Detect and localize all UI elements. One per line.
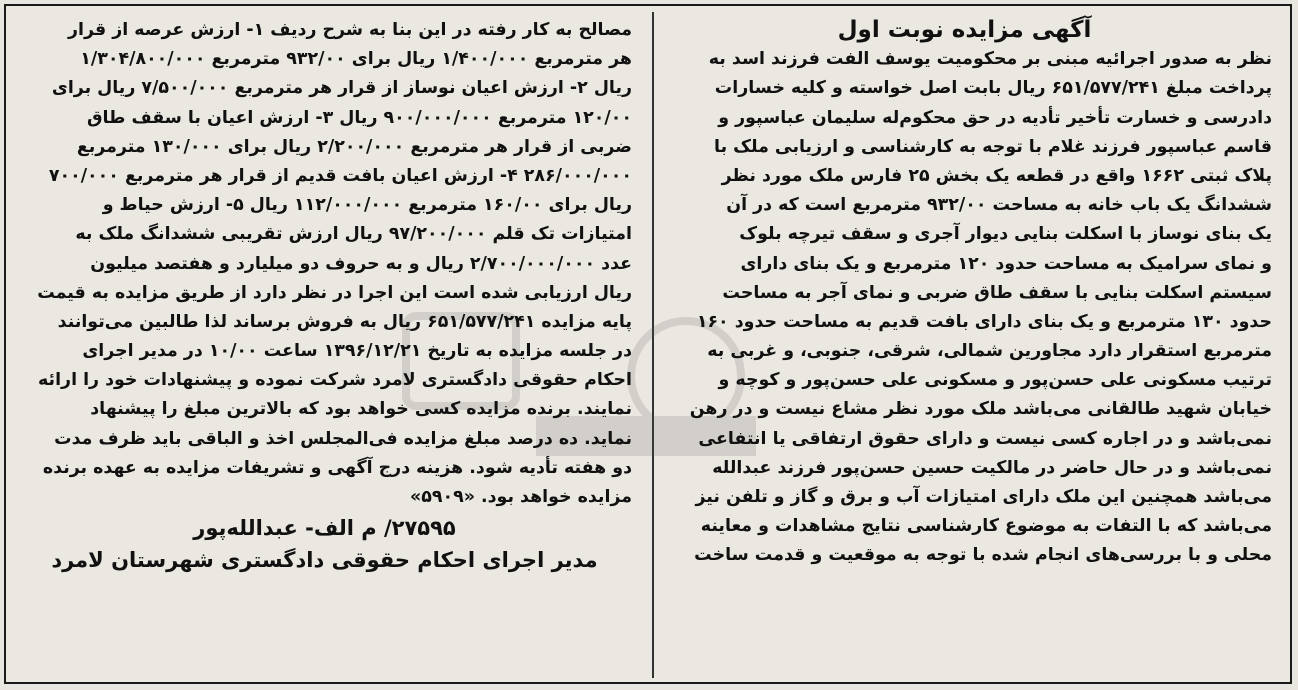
- notice-text-line: دو هفته تأدیه شود. هزینه درج آگهی و تشریفات مزایده به عهده برنده: [42, 457, 632, 478]
- notice-text-line: دادرسی و خسارت تأخیر تأدیه در حق محکوم‌له سلیمان عباسپور و: [718, 107, 1272, 128]
- notice-text-line: نماید. ده درصد مبلغ مزایده فی‌المجلس اخذ و الباقی باید ظرف مدت: [54, 428, 632, 449]
- signature-reference: ۲۷۵۹۵/ م الف- عبدالله‌پور: [193, 516, 456, 541]
- notice-text-line: یک بنای نوساز با اسکلت بنایی دیوار آجری و سقف تیرچه بلوک: [739, 224, 1272, 245]
- notice-frame: [4, 4, 1292, 684]
- notice-text-line: و نمای سرامیک به مساحت حدود ۱۲۰ مترمربع و یک بنای دارای: [740, 253, 1272, 274]
- notice-text-line: ریال ارزیابی شده است این اجرا در نظر دارد از طریق مزایده به قیمت: [37, 282, 632, 303]
- notice-text-line: مزایده خواهد بود. «۵۹۰۹»: [410, 487, 632, 507]
- signature-office: مدیر اجرای احکام حقوقی دادگستری شهرستان لامرد: [51, 548, 598, 573]
- notice-text-line: هر مترمربع ۱/۴۰۰/۰۰۰ ریال برای ۹۳۲/۰۰ مترمربع ۱/۳۰۴/۸۰۰/۰۰۰: [80, 49, 632, 70]
- notice-left-column: [17, 16, 632, 576]
- notice-text-line: حدود ۱۳۰ مترمربع و یک بنای دارای بافت قدیم به مساحت حدود ۱۶۰: [696, 311, 1272, 332]
- notice-text-line: ریال ۲- ارزش اعیان نوساز از قرار هر مترمربع ۷/۵۰۰/۰۰۰ ریال برای: [51, 78, 632, 99]
- notice-text-line: پرداخت مبلغ ۶۵۱/۵۷۷/۲۴۱ ریال بابت اصل خواسته و کلیه خسارات: [714, 78, 1272, 99]
- notice-text-line: ضربی از قرار هر مترمربع ۲/۲۰۰/۰۰۰ ریال برای ۱۳۰/۰۰۰ مترمربع: [76, 136, 632, 157]
- notice-text-line: عدد ۲/۷۰۰/۰۰۰/۰۰۰ ریال و به حروف دو میلیارد و هفتصد میلیون: [90, 253, 632, 274]
- column-divider: [652, 12, 654, 678]
- notice-text-line: سیستم اسکلت بنایی با سقف طاق ضربی و نمای آجر به مساحت: [722, 282, 1272, 303]
- notice-text-line: امتیازات تک قلم ۹۷/۲۰۰/۰۰۰ ریال ارزش تقریبی ششدانگ ملک به: [75, 224, 632, 245]
- notice-text-line: ششدانگ یک باب خانه به مساحت ۹۳۲/۰۰ مترمربع است که در آن: [726, 195, 1272, 216]
- notice-text-line: خیابان شهید طالقانی می‌باشد ملک مورد نظر مشاع نیست و در رهن: [689, 399, 1272, 420]
- notice-text-line: نمی‌باشد و در حال حاضر در مالکیت حسین حسن‌پور فرزند عبدالله: [712, 457, 1272, 478]
- notice-text-line: می‌باشد که با التفات به موضوع کارشناسی نتایج مشاهدات و معاینه: [700, 516, 1272, 537]
- notice-text-line: مترمربع استقرار دارد مجاورین شمالی، شرقی، جنوبی، و غربی به: [707, 341, 1272, 362]
- notice-text-line: می‌باشد همچنین این ملک دارای امتیازات آب و برق و گاز و تلفن نیز: [695, 487, 1272, 507]
- notice-text-line: نظر به صدور اجرائیه مبنی بر محکومیت یوسف الفت فرزند اسد به: [708, 49, 1272, 70]
- notice-text-line: احکام حقوقی دادگستری لامرد شرکت نموده و پیشنهادات خود را ارائه: [38, 370, 632, 391]
- notice-text-line: در جلسه مزایده به تاریخ ۱۳۹۶/۱۲/۲۱ ساعت ۱۰/۰۰ در مدیر اجرای: [82, 341, 632, 362]
- notice-right-column: [657, 16, 1272, 571]
- notice-text-line: قاسم عباسپور فرزند غلام با توجه به کارشناسی و ارزیابی ملک با: [714, 136, 1272, 157]
- notice-text-line: مصالح به کار رفته در این بنا به شرح ردیف ۱- ارزش عرصه از قرار: [67, 20, 632, 40]
- notice-text-line: ۱۲۰/۰۰ مترمربع ۹۰۰/۰۰۰/۰۰۰ ریال ۳- ارزش اعیان با سقف طاق: [86, 107, 632, 128]
- notice-text-line: پایه مزایده ۶۵۱/۵۷۷/۲۴۱ ریال به فروش برساند لذا طالبین می‌توانند: [57, 311, 632, 332]
- notice-text-line: محلی و با بررسی‌های انجام شده با توجه به موقعیت و قدمت ساخت: [694, 545, 1272, 566]
- notice-text-line: ریال برای ۱۶۰/۰۰ مترمربع ۱۱۲/۰۰۰/۰۰۰ ریال ۵- ارزش حیاط و: [102, 195, 632, 216]
- notice-text-line: نمایند. برنده مزایده کسی خواهد بود که بالاترین مبلغ را پیشنهاد: [90, 399, 632, 420]
- notice-text-line: نمی‌باشد و در اجاره کسی نیست و دارای حقوق ارتفاقی یا انتفاعی: [698, 428, 1272, 449]
- notice-text-line: پلاک ثبتی ۱۶۶۲ واقع در قطعه یک بخش ۲۵ فارس ملک مورد نظر: [721, 165, 1272, 186]
- notice-text-line: ۲۸۶/۰۰۰/۰۰۰ ۴- ارزش اعیان بافت قدیم از قرار هر مترمربع ۷۰۰/۰۰۰: [48, 165, 632, 186]
- notice-title: آگهی مزایده نوبت اول: [837, 17, 1092, 43]
- notice-text-line: ترتیب مسکونی علی حسن‌پور و مسکونی علی حسن‌پور و کوچه و: [718, 370, 1272, 391]
